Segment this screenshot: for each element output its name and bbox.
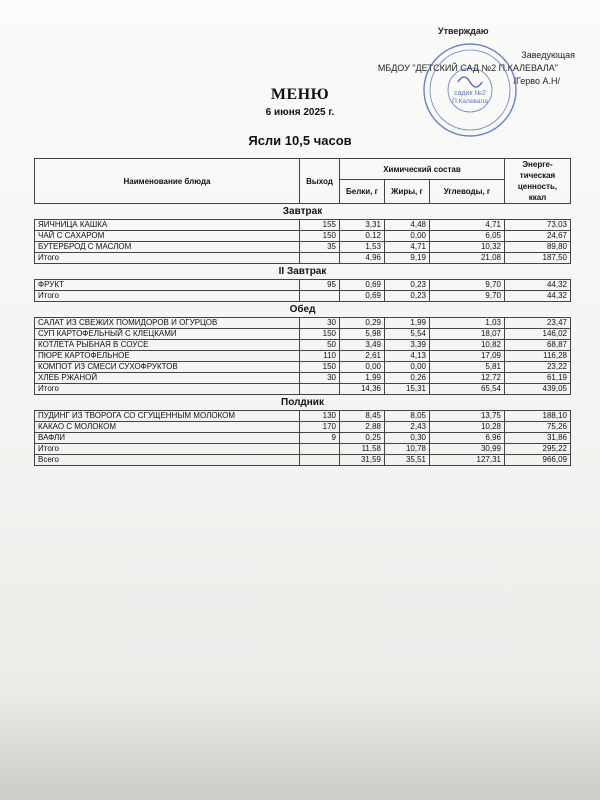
total-proteins: 0,69	[340, 291, 385, 302]
dish-carbs: 18,07	[430, 329, 505, 340]
dish-energy: 61,19	[505, 373, 571, 384]
dish-proteins: 5,98	[340, 329, 385, 340]
dish-output: 150	[300, 362, 340, 373]
dish-proteins: 0,00	[340, 362, 385, 373]
dish-energy: 23,22	[505, 362, 571, 373]
section-row	[35, 302, 571, 318]
total-carbs: 9,70	[430, 291, 505, 302]
dish-name: САЛАТ ИЗ СВЕЖИХ ПОМИДОРОВ И ОГУРЦОВ	[35, 318, 300, 329]
dish-fats: 2,43	[385, 422, 430, 433]
total-fats: 10,78	[385, 444, 430, 455]
dish-fats: 5,54	[385, 329, 430, 340]
dish-proteins: 2,61	[340, 351, 385, 362]
total-energy: 295,22	[505, 444, 571, 455]
dish-fats: 1,99	[385, 318, 430, 329]
dish-name: ВАФЛИ	[35, 433, 300, 444]
section-row	[35, 264, 571, 280]
header-dish-name: Наименование блюда	[35, 159, 300, 204]
total-carbs: 65,54	[430, 384, 505, 395]
table-row	[35, 373, 571, 384]
dish-output: 50	[300, 340, 340, 351]
menu-table	[34, 158, 571, 466]
grand-total-energy: 966,09	[505, 455, 571, 466]
menu-table-body	[35, 204, 571, 466]
table-row	[35, 280, 571, 291]
table-row	[35, 242, 571, 253]
header-chem: Химический состав	[340, 159, 505, 180]
dish-proteins: 1,53	[340, 242, 385, 253]
total-fats: 0,23	[385, 291, 430, 302]
dish-proteins: 3,49	[340, 340, 385, 351]
dish-carbs: 10,32	[430, 242, 505, 253]
approval-name: /Герво А.Н/	[513, 76, 560, 86]
header-output: Выход	[300, 159, 340, 204]
total-label: Итого	[35, 253, 300, 264]
dish-carbs: 17,09	[430, 351, 505, 362]
grand-total-label: Всего	[35, 455, 300, 466]
header-energy-line-3: ценность,	[517, 182, 558, 191]
dish-output: 30	[300, 373, 340, 384]
dish-name: ЯИЧНИЦА КАШКА	[35, 220, 300, 231]
dish-fats: 0,23	[385, 280, 430, 291]
dish-proteins: 1,99	[340, 373, 385, 384]
grand-total-fats: 35,51	[385, 455, 430, 466]
section-title: II Завтрак	[35, 264, 571, 280]
dish-carbs: 13,75	[430, 411, 505, 422]
dish-fats: 4,71	[385, 242, 430, 253]
approval-title: Утверждаю	[438, 26, 489, 36]
dish-proteins: 2,88	[340, 422, 385, 433]
total-label: Итого	[35, 291, 300, 302]
dish-fats: 4,48	[385, 220, 430, 231]
dish-name: ХЛЕБ РЖАНОЙ	[35, 373, 300, 384]
total-label: Итого	[35, 384, 300, 395]
dish-proteins: 8,45	[340, 411, 385, 422]
total-row	[35, 253, 571, 264]
dish-name: ЧАЙ С САХАРОМ	[35, 231, 300, 242]
section-title: Обед	[35, 302, 571, 318]
table-row	[35, 329, 571, 340]
header-energy-line-2: тическая	[519, 171, 556, 180]
dish-fats: 8,05	[385, 411, 430, 422]
table-row	[35, 351, 571, 362]
header-energy-line-4: ккал	[528, 193, 547, 202]
stamp-text-bottom: П.Калевала	[452, 98, 488, 105]
dish-proteins: 0,29	[340, 318, 385, 329]
menu-title: МЕНЮ	[270, 86, 330, 103]
total-energy: 439,05	[505, 384, 571, 395]
table-row	[35, 411, 571, 422]
total-energy: 187,50	[505, 253, 571, 264]
dish-fats: 3,39	[385, 340, 430, 351]
total-proteins: 4,96	[340, 253, 385, 264]
dish-output: 9	[300, 433, 340, 444]
dish-energy: 116,28	[505, 351, 571, 362]
section-title: Завтрак	[35, 204, 571, 220]
page-shadow	[0, 690, 600, 800]
dish-carbs: 12,72	[430, 373, 505, 384]
total-fats: 9,19	[385, 253, 430, 264]
total-label: Итого	[35, 444, 300, 455]
dish-name: КАКАО С МОЛОКОМ	[35, 422, 300, 433]
table-row	[35, 433, 571, 444]
grand-total-row	[35, 455, 571, 466]
header-fats: Жиры, г	[385, 180, 430, 204]
dish-energy: 89,80	[505, 242, 571, 253]
header-carbs: Углеводы, г	[430, 180, 505, 204]
grand-total-carbs: 127,31	[430, 455, 505, 466]
dish-fats: 0,00	[385, 231, 430, 242]
dish-energy: 68,87	[505, 340, 571, 351]
table-row	[35, 422, 571, 433]
dish-energy: 75,26	[505, 422, 571, 433]
dish-output: 30	[300, 318, 340, 329]
stamp-text-top: садик №2	[454, 90, 486, 97]
dish-energy: 73,03	[505, 220, 571, 231]
table-row	[35, 318, 571, 329]
dish-energy: 188,10	[505, 411, 571, 422]
total-output	[300, 291, 340, 302]
total-row	[35, 444, 571, 455]
total-row	[35, 384, 571, 395]
menu-date: 6 июня 2025 г.	[265, 107, 335, 118]
dish-proteins: 0,25	[340, 433, 385, 444]
dish-proteins: 3,31	[340, 220, 385, 231]
dish-proteins: 0,12	[340, 231, 385, 242]
dish-output: 35	[300, 242, 340, 253]
dish-name: ФРУКТ	[35, 280, 300, 291]
total-energy: 44,32	[505, 291, 571, 302]
dish-energy: 24,67	[505, 231, 571, 242]
dish-carbs: 10,28	[430, 422, 505, 433]
dish-carbs: 4,71	[430, 220, 505, 231]
grand-total-output	[300, 455, 340, 466]
dish-name: КОТЛЕТА РЫБНАЯ В СОУСЕ	[35, 340, 300, 351]
dish-output: 110	[300, 351, 340, 362]
total-output	[300, 384, 340, 395]
grand-total-proteins: 31,59	[340, 455, 385, 466]
dish-fats: 0,00	[385, 362, 430, 373]
table-row	[35, 220, 571, 231]
dish-name: СУП КАРТОФЕЛЬНЫЙ С КЛЕЦКАМИ	[35, 329, 300, 340]
total-proteins: 11,58	[340, 444, 385, 455]
total-row	[35, 291, 571, 302]
section-row	[35, 395, 571, 411]
approval-org: МБДОУ "ДЕТСКИЙ САД №2 П.КАЛЕВАЛА"	[377, 63, 558, 73]
dish-name: БУТЕРБРОД С МАСЛОМ	[35, 242, 300, 253]
table-row	[35, 340, 571, 351]
total-output	[300, 253, 340, 264]
dish-fats: 0,26	[385, 373, 430, 384]
table-row	[35, 362, 571, 373]
dish-energy: 146,02	[505, 329, 571, 340]
total-carbs: 21,08	[430, 253, 505, 264]
dish-carbs: 6,05	[430, 231, 505, 242]
dish-proteins: 0,69	[340, 280, 385, 291]
total-carbs: 30,99	[430, 444, 505, 455]
dish-fats: 4,13	[385, 351, 430, 362]
dish-output: 170	[300, 422, 340, 433]
dish-carbs: 5,81	[430, 362, 505, 373]
total-proteins: 14,36	[340, 384, 385, 395]
header-energy-line-1: Энерге-	[522, 160, 553, 169]
table-row	[35, 231, 571, 242]
dish-carbs: 9,70	[430, 280, 505, 291]
dish-carbs: 6,96	[430, 433, 505, 444]
approval-role: Заведующая	[521, 50, 575, 60]
dish-carbs: 1,03	[430, 318, 505, 329]
dish-output: 130	[300, 411, 340, 422]
dish-name: ПЮРЕ КАРТОФЕЛЬНОЕ	[35, 351, 300, 362]
dish-name: ПУДИНГ ИЗ ТВОРОГА СО СГУЩЕННЫМ МОЛОКОМ	[35, 411, 300, 422]
header-energy	[505, 159, 571, 204]
section-title: Полдник	[35, 395, 571, 411]
dish-energy: 23,47	[505, 318, 571, 329]
dish-carbs: 10,82	[430, 340, 505, 351]
total-output	[300, 444, 340, 455]
dish-output: 155	[300, 220, 340, 231]
section-row	[35, 204, 571, 220]
dish-output: 95	[300, 280, 340, 291]
dish-energy: 31,86	[505, 433, 571, 444]
dish-energy: 44,32	[505, 280, 571, 291]
dish-output: 150	[300, 231, 340, 242]
header-proteins: Белки, г	[340, 180, 385, 204]
dish-output: 150	[300, 329, 340, 340]
dish-name: КОМПОТ ИЗ СМЕСИ СУХОФРУКТОВ	[35, 362, 300, 373]
total-fats: 15,31	[385, 384, 430, 395]
dish-fats: 0,30	[385, 433, 430, 444]
menu-group: Ясли 10,5 часов	[248, 133, 352, 148]
